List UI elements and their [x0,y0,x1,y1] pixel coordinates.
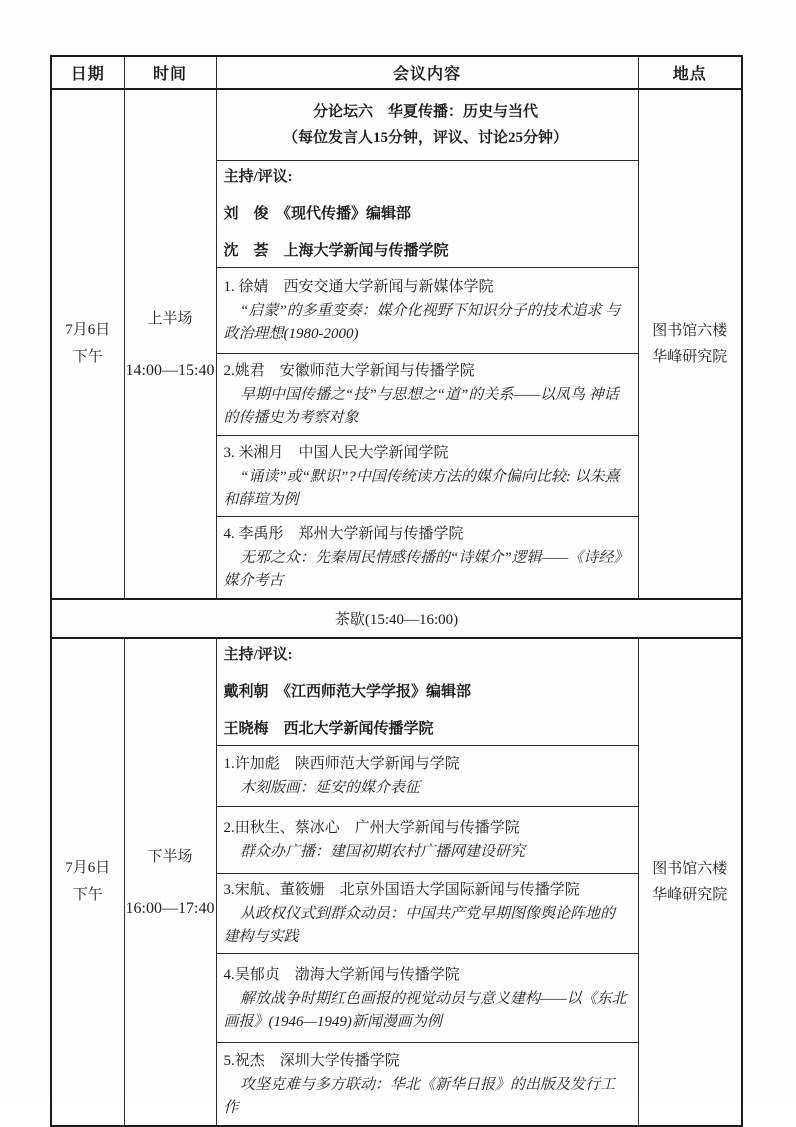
table-row [51,89,742,161]
session1-item2-cell [216,354,638,436]
forum-subtitle: （每位发言人15分钟，评议、讨论25分钟） [282,130,568,146]
paper-title: “启蒙”的多重变奏：媒介化视野下知识分子的技术追求 与政治理想(1980-2000) [223,303,621,342]
host-label: 主持/评议: [223,169,293,185]
tea-break-row [51,599,742,638]
session1-date-cell [51,89,124,599]
paper-title: 解放战争时期红色画报的视觉动员与意义建构——以《东北画报》(1946—1949)新闻漫画为例 [223,990,627,1030]
speaker-line: 4. 李禹彤 郑州大学新闻与传播学院 [223,526,464,542]
speaker-line: 2.田秋生、蔡冰心 广州大学新闻与传播学院 [223,820,520,836]
session2-item2-cell [216,807,638,874]
session2-date-cell [51,638,124,1126]
session2-host-cell [216,638,638,746]
session2-item4-cell [216,954,638,1043]
tea-break-label: 茶歇(15:40—16:00) [51,599,742,638]
date-line: 7月6日 [65,860,111,876]
paper-title: 攻坚克难与多方联动：华北《新华日报》的出版及发行工作 [223,1076,616,1116]
location-line: 图书馆六楼 [652,861,728,877]
host-label: 主持/评议: [223,647,293,663]
header-time: 时间 [124,56,216,89]
session1-location-cell [638,89,742,599]
speaker-line: 1.许加彪 陕西师范大学新闻与学院 [223,756,460,772]
date-line: 下午 [72,349,103,365]
paper-title: 无邪之众：先秦周民情感传播的“诗媒介”逻辑——《诗经》媒介考古 [223,550,621,589]
speaker-line: 3. 米湘月 中国人民大学新闻学院 [223,444,449,461]
session1-forum-title-cell [216,89,638,161]
time-session-line: 下半场 [147,848,193,865]
host-line: 沈 荟 上海大学新闻与传播学院 [223,243,449,259]
speaker-line: 4.吴郁贞 渤海大学新闻与传播学院 [223,966,460,983]
paper-title: “诵读”或“默识”?中国传统读方法的媒介偏向比较: 以朱熹和薛瑄为例 [223,468,620,508]
host-line: 戴利朝 《江西师范大学学报》编辑部 [223,684,472,700]
session1-host-cell [216,161,638,268]
header-location: 地点 [638,56,742,89]
speaker-line: 1. 徐婧 西安交通大学新闻与新媒体学院 [223,279,494,295]
speaker-line: 3.宋航、董筱姗 北京外国语大学国际新闻与传播学院 [223,882,580,898]
location-line: 图书馆六楼 [652,323,728,339]
session2-item3-cell [216,874,638,954]
schedule-table [50,55,743,1127]
table-row [51,638,742,746]
time-range-line: 14:00—15:40 [125,361,215,379]
speaker-line: 5.祝杰 深圳大学传播学院 [223,1052,400,1069]
time-session-line: 上半场 [147,310,193,327]
session2-item5-cell [216,1043,638,1127]
header-content: 会议内容 [216,56,638,89]
session1-item1-cell [216,268,638,354]
session1-item3-cell [216,436,638,517]
paper-title: 早期中国传播之“技”与思想之“道”的关系——以凤鸟 神话的传播史为考察对象 [223,387,619,426]
location-line: 华峰研究院 [652,887,728,903]
session2-location-cell [638,638,742,1126]
paper-title: 木刻版画：延安的媒介表征 [240,780,421,796]
forum-title: 分论坛六 华夏传播：历史与当代 [312,104,538,120]
session2-item1-cell [216,746,638,807]
table-header-row [51,56,742,89]
time-range-line: 16:00—17:40 [125,899,215,917]
paper-title: 群众办广播：建国初期农村广播网建设研究 [240,844,526,860]
speaker-line: 2.姚君 安徽师范大学新闻与传播学院 [223,363,475,379]
session1-item4-cell [216,517,638,600]
session2-time-cell [124,638,216,1126]
host-line: 刘 俊 《现代传播》编辑部 [223,206,412,222]
session1-time-cell [124,89,216,599]
host-line: 王晓梅 西北大学新闻传播学院 [223,721,434,737]
paper-title: 从政权仪式到群众动员：中国共产党早期图像舆论阵地的建构与实践 [223,906,616,945]
date-line: 下午 [72,887,103,903]
header-date: 日期 [51,56,124,89]
location-line: 华峰研究院 [652,349,728,365]
date-line: 7月6日 [65,322,111,338]
